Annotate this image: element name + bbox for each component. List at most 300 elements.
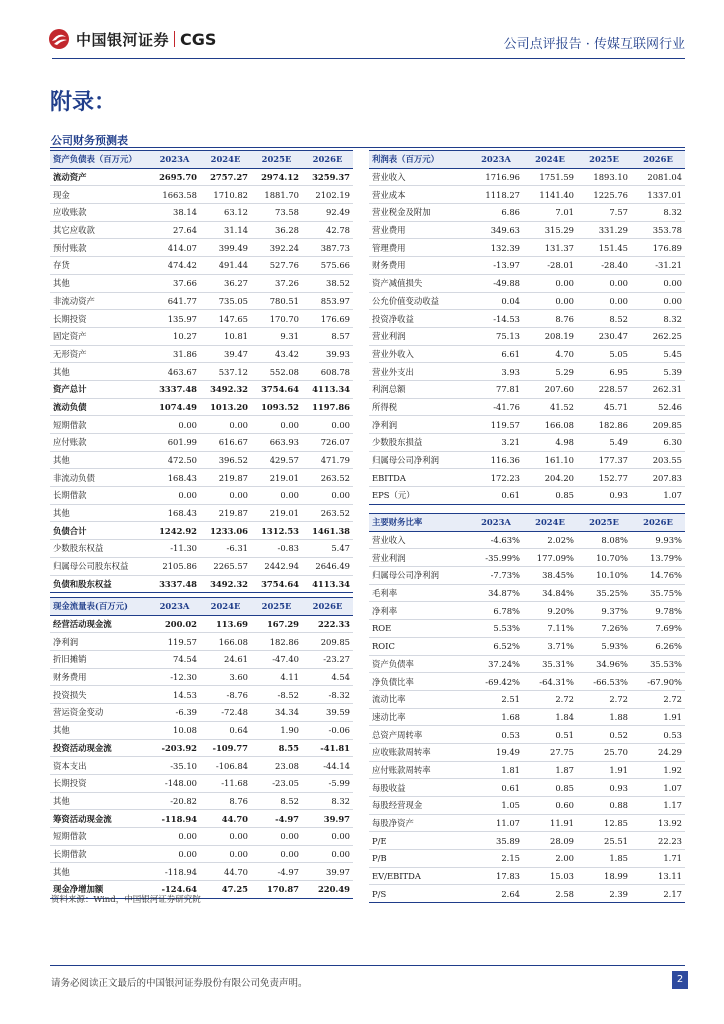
row-label: 流动资产: [50, 168, 149, 186]
table-row: [50, 810, 353, 828]
value-cell: 2.72: [631, 690, 685, 708]
logo-chinese-name: 中国银河证券: [76, 30, 170, 49]
appendix-title: 附录：: [50, 90, 117, 115]
year-header-cell: 2025E: [251, 151, 302, 169]
row-label: 长期借款: [50, 487, 149, 505]
value-cell: 35.31%: [523, 655, 577, 673]
value-cell: -118.94: [149, 863, 200, 881]
row-label: ROE: [369, 620, 469, 638]
value-cell: -6.39: [149, 704, 200, 722]
value-cell: 177.37: [577, 451, 631, 469]
value-cell: 135.97: [149, 310, 200, 328]
value-cell: 331.29: [577, 221, 631, 239]
table-title-cell: 利润表（百万元）: [369, 151, 469, 169]
value-cell: -67.90%: [631, 673, 685, 691]
value-cell: 4113.34: [302, 380, 353, 398]
company-logo: [48, 28, 216, 50]
value-cell: 9.93%: [631, 531, 685, 549]
value-cell: 2.58: [523, 885, 577, 903]
value-cell: 8.76: [200, 792, 251, 810]
table-row: [369, 620, 685, 638]
value-cell: 4113.34: [302, 575, 353, 593]
row-label: 投资净收益: [369, 310, 469, 328]
value-cell: 7.69%: [631, 620, 685, 638]
year-header-cell: 2023A: [149, 151, 200, 169]
row-label: 营业外收入: [369, 345, 469, 363]
value-cell: 3754.64: [251, 380, 302, 398]
table-row: [50, 239, 353, 257]
table-row: [50, 345, 353, 363]
value-cell: 168.43: [149, 504, 200, 522]
row-label: 营业税金及附加: [369, 204, 469, 222]
value-cell: 315.29: [523, 221, 577, 239]
row-label: 公允价值变动收益: [369, 292, 469, 310]
value-cell: 151.45: [577, 239, 631, 257]
row-label: 非流动负债: [50, 469, 149, 487]
value-cell: 0.60: [523, 797, 577, 815]
row-label: 应收账款周转率: [369, 743, 469, 761]
table-row: [369, 779, 685, 797]
value-cell: 0.00: [149, 487, 200, 505]
year-header-cell: 2025E: [251, 598, 302, 616]
table-row: [369, 673, 685, 691]
value-cell: 37.26: [251, 274, 302, 292]
row-label: 净利率: [369, 602, 469, 620]
value-cell: 1242.92: [149, 522, 200, 540]
logo-english-name: CGS: [180, 29, 217, 49]
value-cell: 2.72: [577, 690, 631, 708]
row-label: 流动比率: [369, 690, 469, 708]
value-cell: 37.66: [149, 274, 200, 292]
row-label: 利润总额: [369, 380, 469, 398]
table-row: [50, 651, 353, 669]
value-cell: 0.85: [523, 487, 577, 505]
row-label: 营业费用: [369, 221, 469, 239]
row-label: 固定资产: [50, 327, 149, 345]
value-cell: 608.78: [302, 363, 353, 381]
row-label: ROIC: [369, 637, 469, 655]
value-cell: 9.37%: [577, 602, 631, 620]
row-label: 资产减值损失: [369, 274, 469, 292]
value-cell: 52.46: [631, 398, 685, 416]
year-header-cell: 2023A: [149, 598, 200, 616]
table-row: [50, 204, 353, 222]
table-row: [369, 469, 685, 487]
table-row: [369, 451, 685, 469]
value-cell: 219.01: [251, 469, 302, 487]
value-cell: 2.39: [577, 885, 631, 903]
value-cell: 6.95: [577, 363, 631, 381]
value-cell: 1.88: [577, 708, 631, 726]
value-cell: 1.90: [251, 721, 302, 739]
value-cell: 3.21: [469, 434, 523, 452]
table-row: [50, 845, 353, 863]
value-cell: 0.00: [302, 416, 353, 434]
value-cell: -41.76: [469, 398, 523, 416]
value-cell: 10.81: [200, 327, 251, 345]
year-header-cell: 2024E: [523, 151, 577, 169]
table-row: [50, 522, 353, 540]
row-label: 资本支出: [50, 757, 149, 775]
year-header-cell: 2023A: [469, 514, 523, 532]
value-cell: 8.32: [302, 792, 353, 810]
table-row: [50, 686, 353, 704]
value-cell: -11.30: [149, 540, 200, 558]
row-label: 营业外支出: [369, 363, 469, 381]
value-cell: 161.10: [523, 451, 577, 469]
value-cell: 1.17: [631, 797, 685, 815]
value-cell: 23.08: [251, 757, 302, 775]
value-cell: 2265.57: [200, 557, 251, 575]
value-cell: -124.64: [149, 881, 200, 899]
value-cell: 9.31: [251, 327, 302, 345]
row-label: 存货: [50, 257, 149, 275]
value-cell: 1751.59: [523, 168, 577, 186]
value-cell: 3492.32: [200, 575, 251, 593]
value-cell: 10.08: [149, 721, 200, 739]
table-row: [369, 814, 685, 832]
row-label: 投资损失: [50, 686, 149, 704]
value-cell: 1.92: [631, 761, 685, 779]
value-cell: -0.83: [251, 540, 302, 558]
table-header-row: [369, 151, 685, 169]
value-cell: 43.42: [251, 345, 302, 363]
value-cell: 220.49: [302, 881, 353, 899]
value-cell: 92.49: [302, 204, 353, 222]
value-cell: -28.01: [523, 257, 577, 275]
value-cell: 1233.06: [200, 522, 251, 540]
value-cell: 0.00: [631, 292, 685, 310]
value-cell: 9.20%: [523, 602, 577, 620]
value-cell: -31.21: [631, 257, 685, 275]
value-cell: 0.00: [631, 274, 685, 292]
value-cell: 166.08: [523, 416, 577, 434]
value-cell: 0.00: [200, 487, 251, 505]
value-cell: 74.54: [149, 651, 200, 669]
year-header-cell: 2025E: [577, 514, 631, 532]
value-cell: -148.00: [149, 774, 200, 792]
value-cell: 1093.52: [251, 398, 302, 416]
row-label: 流动负债: [50, 398, 149, 416]
data-source-note: 资料来源：Wind，中国银河证券研究院: [51, 895, 201, 905]
value-cell: 0.00: [251, 487, 302, 505]
value-cell: -72.48: [200, 704, 251, 722]
value-cell: 262.31: [631, 380, 685, 398]
table-row: [50, 827, 353, 845]
table-row: [369, 380, 685, 398]
row-label: 财务费用: [50, 668, 149, 686]
year-header-cell: 2025E: [577, 151, 631, 169]
value-cell: 0.00: [200, 845, 251, 863]
year-header-cell: 2024E: [200, 151, 251, 169]
table-row: [369, 655, 685, 673]
table-row: [369, 708, 685, 726]
value-cell: 616.67: [200, 434, 251, 452]
value-cell: 38.52: [302, 274, 353, 292]
table-row: [369, 850, 685, 868]
row-label: 所得税: [369, 398, 469, 416]
table-row: [50, 469, 353, 487]
row-label: 资产总计: [50, 380, 149, 398]
value-cell: 39.59: [302, 704, 353, 722]
table-row: [369, 310, 685, 328]
table-row: [369, 204, 685, 222]
value-cell: 0.00: [251, 827, 302, 845]
value-cell: 34.87%: [469, 584, 523, 602]
table-row: [369, 797, 685, 815]
value-cell: 414.07: [149, 239, 200, 257]
value-cell: 0.00: [200, 416, 251, 434]
table-row: [369, 186, 685, 204]
value-cell: 119.57: [149, 633, 200, 651]
table-row: [50, 540, 353, 558]
value-cell: 24.29: [631, 743, 685, 761]
row-label: 非流动资产: [50, 292, 149, 310]
value-cell: 14.76%: [631, 567, 685, 585]
value-cell: 2.15: [469, 850, 523, 868]
value-cell: 8.08%: [577, 531, 631, 549]
table-row: [50, 274, 353, 292]
value-cell: 11.07: [469, 814, 523, 832]
table-row: [50, 398, 353, 416]
value-cell: 0.00: [149, 845, 200, 863]
value-cell: 207.60: [523, 380, 577, 398]
row-label: 短期借款: [50, 827, 149, 845]
value-cell: 8.32: [631, 204, 685, 222]
table-title-cell: 现金流量表(百万元): [50, 598, 149, 616]
value-cell: -44.14: [302, 757, 353, 775]
value-cell: 2757.27: [200, 168, 251, 186]
row-label: 每股净资产: [369, 814, 469, 832]
value-cell: -4.63%: [469, 531, 523, 549]
table-row: [369, 567, 685, 585]
value-cell: 182.86: [577, 416, 631, 434]
table-row: [369, 292, 685, 310]
value-cell: 8.57: [302, 327, 353, 345]
table-row: [50, 774, 353, 792]
value-cell: -35.99%: [469, 549, 523, 567]
table-row: [50, 434, 353, 452]
row-label: 现金净增加额: [50, 881, 149, 899]
row-label: 无形资产: [50, 345, 149, 363]
value-cell: 463.67: [149, 363, 200, 381]
value-cell: 0.00: [149, 827, 200, 845]
table-row: [50, 575, 353, 593]
value-cell: 167.29: [251, 615, 302, 633]
table-row: [369, 584, 685, 602]
value-cell: 471.79: [302, 451, 353, 469]
value-cell: -49.88: [469, 274, 523, 292]
balance-sheet-table: [50, 150, 353, 593]
value-cell: 63.12: [200, 204, 251, 222]
table-row: [369, 602, 685, 620]
value-cell: 177.09%: [523, 549, 577, 567]
value-cell: 0.93: [577, 779, 631, 797]
value-cell: 5.05: [577, 345, 631, 363]
table-row: [50, 557, 353, 575]
value-cell: 9.78%: [631, 602, 685, 620]
value-cell: 2105.86: [149, 557, 200, 575]
table-header-row: [50, 598, 353, 616]
table-row: [369, 327, 685, 345]
value-cell: 1.84: [523, 708, 577, 726]
value-cell: 0.64: [200, 721, 251, 739]
value-cell: -64.31%: [523, 673, 577, 691]
year-header-cell: 2026E: [302, 151, 353, 169]
value-cell: 10.70%: [577, 549, 631, 567]
value-cell: 13.92: [631, 814, 685, 832]
value-cell: 0.00: [577, 274, 631, 292]
value-cell: 1.71: [631, 850, 685, 868]
value-cell: 4.54: [302, 668, 353, 686]
page-header: [0, 0, 724, 58]
value-cell: -28.40: [577, 257, 631, 275]
value-cell: 263.52: [302, 504, 353, 522]
value-cell: 31.14: [200, 221, 251, 239]
table-row: [369, 761, 685, 779]
value-cell: 1074.49: [149, 398, 200, 416]
value-cell: 1.91: [631, 708, 685, 726]
value-cell: 1141.40: [523, 186, 577, 204]
value-cell: -47.40: [251, 651, 302, 669]
row-label: 净负债比率: [369, 673, 469, 691]
row-label: 营业利润: [369, 549, 469, 567]
value-cell: 8.76: [523, 310, 577, 328]
value-cell: -118.94: [149, 810, 200, 828]
value-cell: 2.64: [469, 885, 523, 903]
table-row: [50, 310, 353, 328]
value-cell: 780.51: [251, 292, 302, 310]
row-label: 应付账款周转率: [369, 761, 469, 779]
value-cell: 75.13: [469, 327, 523, 345]
report-type: 公司点评报告 · 传媒互联网行业: [503, 37, 685, 52]
value-cell: 0.93: [577, 487, 631, 505]
value-cell: 0.53: [631, 726, 685, 744]
value-cell: 147.65: [200, 310, 251, 328]
row-label: P/E: [369, 832, 469, 850]
table-row: [369, 416, 685, 434]
value-cell: -8.76: [200, 686, 251, 704]
value-cell: 18.99: [577, 867, 631, 885]
value-cell: 5.47: [302, 540, 353, 558]
row-label: 归属母公司股东权益: [50, 557, 149, 575]
value-cell: 119.57: [469, 416, 523, 434]
row-label: 其他: [50, 451, 149, 469]
value-cell: 35.25%: [577, 584, 631, 602]
value-cell: 6.52%: [469, 637, 523, 655]
value-cell: 35.53%: [631, 655, 685, 673]
value-cell: 601.99: [149, 434, 200, 452]
value-cell: 168.43: [149, 469, 200, 487]
value-cell: 0.04: [469, 292, 523, 310]
page-number: 2: [672, 971, 688, 989]
value-cell: 6.30: [631, 434, 685, 452]
table-row: [50, 757, 353, 775]
footer-disclaimer: 请务必阅读正文最后的中国银河证券股份有限公司免责声明。: [51, 978, 308, 989]
value-cell: 1312.53: [251, 522, 302, 540]
value-cell: 0.00: [523, 274, 577, 292]
value-cell: 7.11%: [523, 620, 577, 638]
value-cell: -12.30: [149, 668, 200, 686]
row-label: 归属母公司净利润: [369, 451, 469, 469]
value-cell: 0.61: [469, 779, 523, 797]
row-label: 其他: [50, 863, 149, 881]
row-label: 少数股东权益: [50, 540, 149, 558]
table-row: [50, 327, 353, 345]
table-row: [50, 863, 353, 881]
row-label: 长期投资: [50, 310, 149, 328]
value-cell: 735.05: [200, 292, 251, 310]
value-cell: 3492.32: [200, 380, 251, 398]
value-cell: 209.85: [302, 633, 353, 651]
logo-separator: [174, 31, 175, 47]
section-divider: [50, 147, 685, 148]
row-label: 短期借款: [50, 416, 149, 434]
value-cell: 203.55: [631, 451, 685, 469]
value-cell: 44.70: [200, 810, 251, 828]
year-header-cell: 2026E: [631, 514, 685, 532]
value-cell: 37.24%: [469, 655, 523, 673]
row-label: EPS（元）: [369, 487, 469, 505]
value-cell: 4.70: [523, 345, 577, 363]
value-cell: 7.01: [523, 204, 577, 222]
value-cell: -20.82: [149, 792, 200, 810]
year-header-cell: 2024E: [523, 514, 577, 532]
table-row: [50, 739, 353, 757]
value-cell: 1.07: [631, 487, 685, 505]
value-cell: 39.47: [200, 345, 251, 363]
value-cell: 36.27: [200, 274, 251, 292]
value-cell: 2695.70: [149, 168, 200, 186]
value-cell: 2.51: [469, 690, 523, 708]
table-row: [369, 221, 685, 239]
row-label: 营业成本: [369, 186, 469, 204]
value-cell: 11.91: [523, 814, 577, 832]
value-cell: 726.07: [302, 434, 353, 452]
section-title: 公司财务预测表: [51, 134, 128, 147]
income-statement-table: [369, 150, 685, 505]
table-row: [369, 363, 685, 381]
value-cell: 1337.01: [631, 186, 685, 204]
row-label: 应收账款: [50, 204, 149, 222]
table-row: [369, 531, 685, 549]
row-label: 负债合计: [50, 522, 149, 540]
value-cell: 6.86: [469, 204, 523, 222]
table-row: [50, 487, 353, 505]
value-cell: -35.10: [149, 757, 200, 775]
row-label: 资产负债率: [369, 655, 469, 673]
row-label: 经营活动现金流: [50, 615, 149, 633]
value-cell: 641.77: [149, 292, 200, 310]
value-cell: 28.09: [523, 832, 577, 850]
table-row: [50, 416, 353, 434]
value-cell: 1716.96: [469, 168, 523, 186]
value-cell: 4.11: [251, 668, 302, 686]
value-cell: 219.87: [200, 469, 251, 487]
row-label: 其他: [50, 274, 149, 292]
value-cell: 5.49: [577, 434, 631, 452]
value-cell: 176.89: [631, 239, 685, 257]
value-cell: 3259.37: [302, 168, 353, 186]
value-cell: -23.05: [251, 774, 302, 792]
value-cell: -66.53%: [577, 673, 631, 691]
value-cell: 0.85: [523, 779, 577, 797]
value-cell: 3.60: [200, 668, 251, 686]
value-cell: 6.78%: [469, 602, 523, 620]
value-cell: 2081.04: [631, 168, 685, 186]
value-cell: 5.39: [631, 363, 685, 381]
value-cell: 44.70: [200, 863, 251, 881]
